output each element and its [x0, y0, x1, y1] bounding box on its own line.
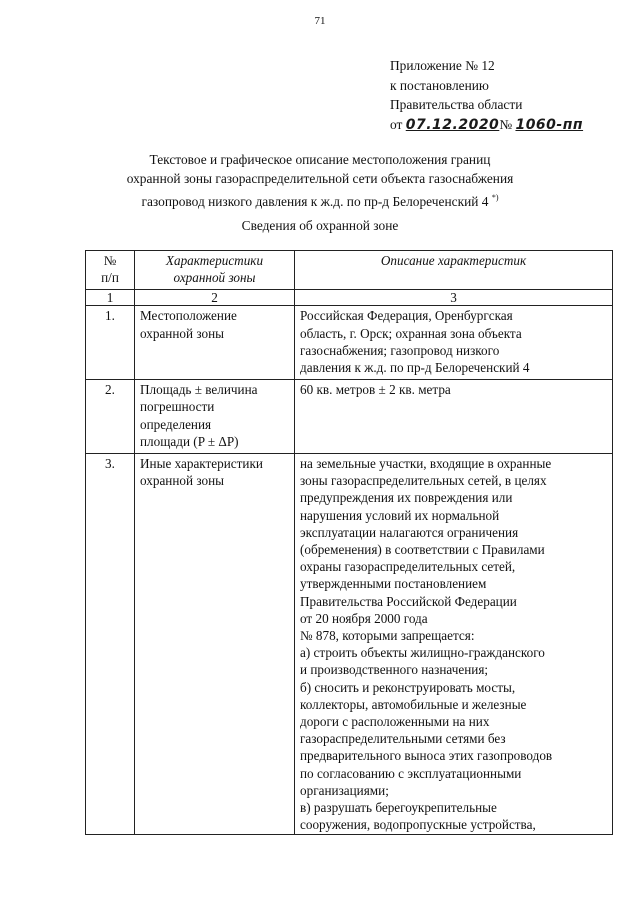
column-number: 1: [86, 290, 135, 306]
text-line: (обременения) в соответствии с Правилами: [300, 542, 545, 558]
text-line: от 20 ноября 2000 года: [300, 610, 428, 626]
text-line: на земельные участки, входящие в охранные: [300, 456, 552, 472]
document-title: [0, 150, 640, 211]
text-line: предупреждения их повреждения или: [300, 490, 513, 506]
text-line: по согласованию с эксплуатационными: [300, 765, 522, 781]
text-line: нарушения условий их нормальной: [300, 507, 500, 523]
text-line: площади (P ± ΔP): [140, 433, 239, 449]
text-line: охранной зоны: [140, 473, 225, 489]
table-header-row: [86, 251, 613, 290]
text-line: охранной зоны: [140, 325, 225, 341]
text-line: определения: [140, 416, 212, 432]
row-characteristic: [135, 454, 295, 834]
text-line: 60 кв. метров ± 2 кв. метра: [300, 382, 451, 398]
appendix-line-1: Приложение № 12: [390, 58, 495, 73]
text-line: утвержденными постановлением: [300, 576, 487, 592]
table-row: [86, 380, 613, 454]
section-title: Сведения об охранной зоне: [241, 218, 399, 233]
text-line: а) строить объекты жилищно-гражданского: [300, 645, 545, 661]
row-number: 3.: [86, 454, 135, 834]
row-number: 1.: [86, 306, 135, 380]
page-number: 71: [314, 15, 326, 27]
appendix-line-3: Правительства области: [390, 97, 523, 112]
row-number: 2.: [86, 380, 135, 454]
appendix-date-line: [390, 115, 583, 136]
text-line: Правительства Российской Федерации: [300, 593, 517, 609]
text-line: сооружения, водопропускные устройства,: [300, 817, 536, 833]
row-characteristic: [135, 380, 295, 454]
text-line: область, г. Орск; охранная зона объекта: [300, 325, 522, 341]
row-description: [295, 380, 613, 454]
text-line: дороги с расположенными на них: [300, 714, 490, 730]
text-line: давления к ж.д. по пр-д Белореченский 4: [300, 360, 530, 376]
row-characteristic: [135, 306, 295, 380]
header-number: [86, 251, 135, 290]
text-line: погрешности: [140, 399, 215, 415]
text-line: коллекторы, автомобильные и железные: [300, 696, 527, 712]
table-row: [86, 306, 613, 380]
text-line: в) разрушать берегоукрепительные: [300, 800, 497, 816]
number-prefix: №: [499, 116, 513, 132]
text-line: охраны газораспределительных сетей,: [300, 559, 516, 575]
column-number-row: [86, 290, 613, 306]
header-characteristics-line-2: охранной зоны: [173, 270, 256, 286]
protection-zone-table: [85, 250, 613, 835]
text-line: и производственного назначения;: [300, 662, 489, 678]
text-line: организациями;: [300, 782, 389, 798]
header-description: Описание характеристик: [295, 251, 613, 290]
title-line-3-text: газопровод низкого давления к ж.д. по пр-д Белореченский 4: [141, 194, 489, 209]
text-line: б) сносить и реконструировать мосты,: [300, 679, 516, 695]
row-description: [295, 454, 613, 834]
appendix-line-2: к постановлению: [390, 77, 489, 93]
text-line: предварительного выноса этих газопроводов: [300, 748, 553, 764]
text-line: зоны газораспределительных сетей, в целях: [300, 473, 547, 489]
column-number: 3: [295, 290, 613, 306]
title-line-1: Текстовое и графическое описание местоположения границ: [149, 152, 491, 167]
date-prefix: от: [390, 116, 403, 132]
handwritten-number: 1060-пп: [515, 116, 584, 133]
text-line: Площадь ± величина: [140, 382, 258, 398]
header-number-line-2: п/п: [101, 270, 119, 286]
header-characteristics-line-1: Характеристики: [165, 253, 264, 268]
text-line: Российская Федерация, Оренбургская: [300, 308, 513, 324]
appendix-block: [390, 56, 583, 135]
text-line: эксплуатации налагаются ограничения: [300, 524, 519, 540]
row-description: [295, 306, 613, 380]
footnote-mark: *): [491, 193, 499, 202]
handwritten-date: 07.12.2020: [405, 116, 500, 133]
column-number: 2: [135, 290, 295, 306]
table-row: [86, 454, 613, 834]
title-line-3: [0, 188, 640, 211]
text-line: газоснабжения; газопровод низкого: [300, 342, 500, 358]
title-line-2: охранной зоны газораспределительной сети объекта газоснабжения: [126, 171, 514, 186]
text-line: № 878, которыми запрещается:: [300, 628, 475, 644]
text-line: Иные характеристики: [140, 456, 263, 472]
text-line: газораспределительными сетями без: [300, 731, 506, 747]
text-line: Местоположение: [140, 308, 237, 324]
header-number-line-1: №: [103, 253, 117, 268]
header-characteristics: [135, 251, 295, 290]
